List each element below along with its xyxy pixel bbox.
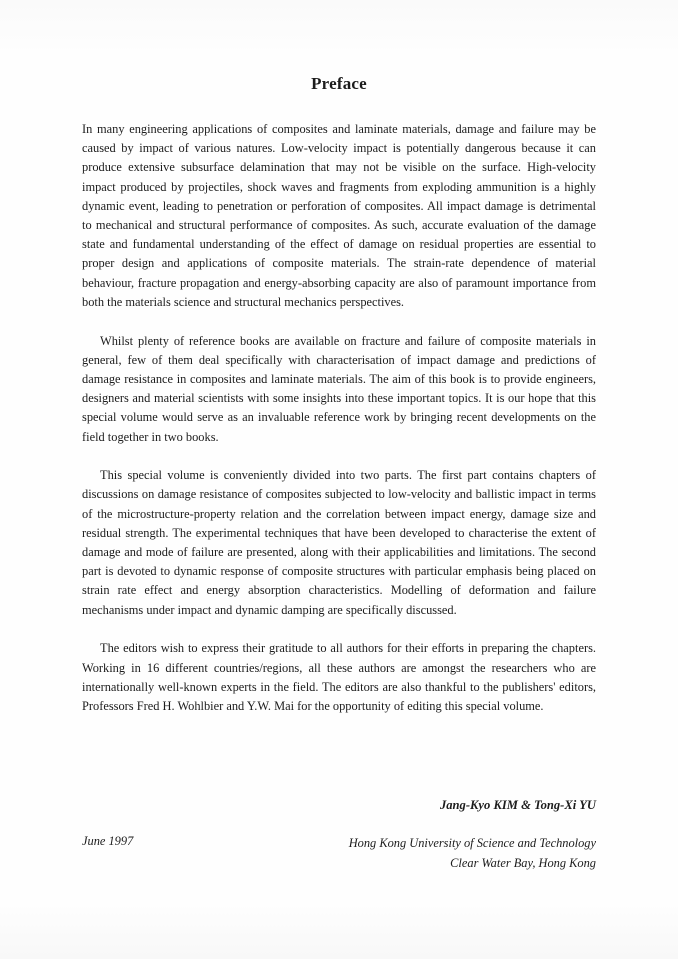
page-title: Preface — [311, 74, 367, 93]
preface-body — [82, 120, 596, 736]
preface-date: June 1997 — [82, 834, 134, 848]
affiliation-line-1: Hong Kong University of Science and Technology — [348, 836, 596, 850]
paragraph-2: Whilst plenty of reference books are available on fracture and failure of composite materials in general, few of them deal specifically with characterisation of impact damage and predictions of damage resistance in composites and laminate materials. The aim of this book is to provide engineers, designers and material scientists with some insights into these important topics. It is our hope that this special volume would serve as an invaluable reference work by bringing recent developments on the field together in two books. — [82, 333, 596, 444]
paragraph-1: In many engineering applications of composites and laminate materials, damage and failure may be caused by impact of various natures. Low-velocity impact is potentially dangerous because it can produce extensive subsurface delamination that may not be visible on the surface. High-velocity impact produced by projectiles, shock waves and fragments from exploding ammunition is a highly dynamic event, leading to penetration or perforation of composites. All impact damage is detrimental to mechanical and structural performance of composites. As such, accurate evaluation of the damage state and fundamental understanding of the effect of damage on residual properties are essential to proper design and applications of composite materials. The strain-rate dependence of material behaviour, fracture propagation and energy-absorbing capacity are also of paramount importance from both the materials science and structural mechanics perspectives. — [82, 122, 596, 309]
paragraph-3: This special volume is conveniently divided into two parts. The first part contains chapters of discussions on damage resistance of composites subjected to low-velocity and ballistic impact in terms of the microstructure-property relation and the correlation between impact energy, damage size and residual strength. The experimental techniques that have been developed to characterise the extent of damage and mode of failure are presented, along with their applicabilities and limitations. The second part is devoted to dynamic response of composite structures with particular emphasis being placed on strain rate effect and energy absorption characteristics. Modelling of deformation and failure mechanisms under impact and dynamic damping are specifically discussed. — [82, 468, 596, 617]
paragraph-4: The editors wish to express their gratitude to all authors for their efforts in preparing the chapters. Working in 16 different countries/regions, all these authors are amongst the researchers who are internationally well-known experts in the field. The editors are also thankful to the publishers' editors, Professors Fred H. Wohlbier and Y.W. Mai for the opportunity of editing this special volume. — [82, 641, 596, 713]
author-names: Jang-Kyo KIM & Tong-Xi YU — [439, 798, 596, 812]
affiliation — [349, 834, 596, 873]
affiliation-line-2: Clear Water Bay, Hong Kong — [450, 855, 596, 870]
